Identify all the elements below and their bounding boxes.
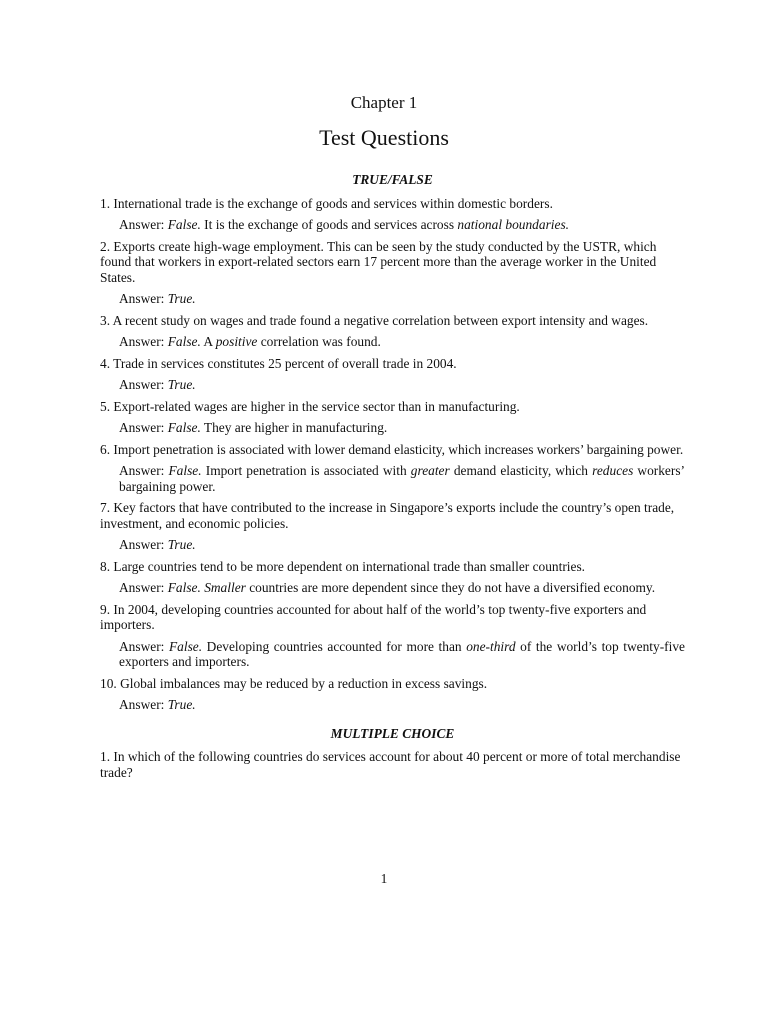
tf-question: 2. Exports create high-wage employment. This can be seen by the study conducted by the USTR, which found that workers in export-related sectors earn 17 percent more than the average worker in the United States. bbox=[100, 238, 657, 285]
tf-question: 9. In 2004, developing countries accounted for about half of the world’s top twenty-five exporters and importers. bbox=[100, 601, 647, 632]
answer-segment: national boundaries. bbox=[457, 217, 569, 232]
answer-segment: False. bbox=[167, 217, 201, 232]
page-number: 1 bbox=[380, 871, 388, 886]
tf-answer bbox=[119, 697, 685, 713]
answer-segment: countries are more dependent since they do not have a diversified economy. bbox=[245, 580, 656, 595]
tf-question: 8. Large countries tend to be more dependent on international trade than smaller countries. bbox=[100, 558, 585, 574]
tf-question: 1. International trade is the exchange of goods and services within domestic borders. bbox=[100, 195, 553, 211]
answer-segment: False. bbox=[167, 420, 201, 435]
answer-segment: True. bbox=[167, 377, 196, 392]
answer-segment: Smaller bbox=[204, 580, 246, 595]
answer-segment: False. bbox=[167, 334, 201, 349]
multiple-choice-heading: MULTIPLE CHOICE bbox=[330, 725, 455, 741]
answer-segment: Answer: bbox=[119, 334, 168, 349]
answer-segment: demand elasticity, which bbox=[449, 463, 593, 478]
tf-question: 5. Export-related wages are higher in the service sector than in manufacturing. bbox=[100, 398, 520, 414]
tf-answer bbox=[119, 291, 685, 307]
true-false-list bbox=[100, 196, 685, 713]
answer-segment: False. bbox=[168, 638, 203, 654]
answer-segment: True. bbox=[167, 537, 196, 552]
answer-segment: Answer: bbox=[119, 377, 168, 392]
answer-segment: correlation was found. bbox=[257, 334, 381, 349]
page-title: Test Questions bbox=[319, 125, 449, 150]
tf-question: 10. Global imbalances may be reduced by a reduction in excess savings. bbox=[100, 675, 488, 691]
answer-segment: Answer: bbox=[119, 217, 168, 232]
answer-segment: Answer: bbox=[119, 580, 168, 595]
answer-segment: False. bbox=[167, 580, 201, 595]
mc-question: 1. In which of the following countries do services account for about 40 percent or more of total merchandise trade? bbox=[100, 749, 681, 780]
tf-question: 4. Trade in services constitutes 25 percent of overall trade in 2004. bbox=[100, 355, 457, 371]
tf-answer bbox=[119, 420, 685, 436]
answer-segment: A bbox=[200, 334, 216, 349]
page-content bbox=[100, 172, 685, 786]
answer-segment: Answer: bbox=[119, 638, 169, 654]
tf-answer bbox=[119, 377, 685, 393]
tf-answer bbox=[119, 217, 685, 233]
answer-segment: Answer: bbox=[119, 291, 168, 306]
answer-segment: one-third bbox=[466, 638, 516, 654]
answer-segment: workers’ bargaining power. bbox=[119, 463, 686, 494]
tf-answer bbox=[119, 537, 685, 553]
answer-segment: True. bbox=[167, 697, 196, 712]
tf-answer bbox=[119, 639, 685, 670]
answer-segment: Answer: bbox=[119, 463, 169, 478]
tf-answer bbox=[119, 334, 685, 350]
answer-segment: of the world’s top twenty-five exporters and importers. bbox=[119, 638, 685, 669]
true-false-heading: TRUE/FALSE bbox=[352, 172, 433, 187]
tf-question: 7. Key factors that have contributed to the increase in Singapore’s exports include the country’s open trade, investment, and economic policies. bbox=[100, 500, 675, 531]
answer-segment: They are higher in manufacturing. bbox=[200, 420, 388, 435]
tf-answer bbox=[119, 580, 685, 596]
answer-segment: positive bbox=[215, 334, 258, 349]
chapter-label: Chapter 1 bbox=[350, 93, 418, 112]
answer-segment: It is the exchange of goods and services across bbox=[200, 217, 458, 232]
answer-segment: greater bbox=[410, 463, 450, 478]
answer-segment: False. bbox=[168, 463, 202, 478]
multiple-choice-list bbox=[100, 749, 685, 780]
answer-segment: Answer: bbox=[119, 420, 168, 435]
tf-question: 3. A recent study on wages and trade found a negative correlation between export intensity and wages. bbox=[100, 312, 649, 328]
tf-question: 6. Import penetration is associated with lower demand elasticity, which increases workers’ bargaining power. bbox=[100, 441, 684, 457]
tf-answer bbox=[119, 463, 685, 494]
answer-segment: True. bbox=[167, 291, 196, 306]
answer-segment: Answer: bbox=[119, 537, 168, 552]
answer-segment: Import penetration is associated with bbox=[201, 463, 411, 478]
answer-segment: Developing countries accounted for more than bbox=[202, 638, 467, 654]
answer-segment: Answer: bbox=[119, 697, 168, 712]
answer-segment: reduces bbox=[592, 463, 634, 478]
